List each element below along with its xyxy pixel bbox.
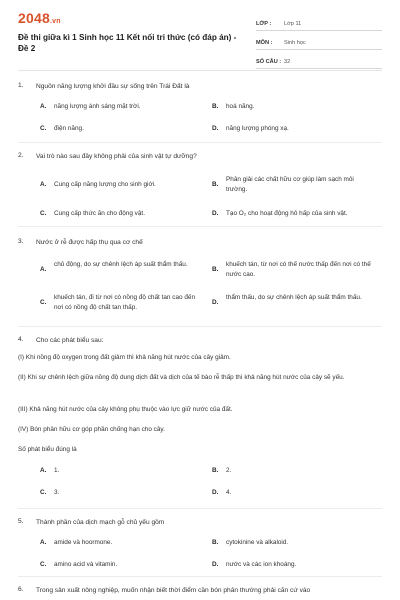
option-text: nước và các ion khoáng. bbox=[226, 561, 297, 568]
meta-value: Lớp 11 bbox=[284, 21, 302, 27]
statement-4: (IV) Bón phân hữu cơ góp phần chống hạn cho cây. bbox=[18, 426, 165, 433]
option-text: 1. bbox=[54, 467, 60, 474]
question-text: Trong sản xuất nông nghiệp, muốn nhận biết thời điểm cần bón phân thường phải căn cứ vào bbox=[36, 587, 311, 594]
option-label: D. bbox=[212, 489, 219, 496]
question-divider bbox=[18, 326, 382, 327]
logo-tld: .vn bbox=[49, 18, 61, 25]
option-label: B. bbox=[212, 181, 219, 188]
site-logo[interactable] bbox=[18, 10, 61, 26]
option-label: B. bbox=[212, 266, 219, 273]
option-label: A. bbox=[40, 266, 47, 273]
option-label: C. bbox=[40, 125, 47, 132]
option-label: A. bbox=[40, 181, 47, 188]
statement-1: (I) Khi nồng độ oxygen trong đất giảm thì khả năng hút nước của cây giảm. bbox=[18, 354, 231, 361]
question-number: 5. bbox=[18, 518, 24, 525]
option-text: Tạo O₂ cho hoạt động hô hấp của sinh vật. bbox=[226, 210, 348, 217]
option-label: D. bbox=[212, 299, 219, 306]
option-label: D. bbox=[212, 210, 219, 217]
option-text: điện năng. bbox=[54, 125, 84, 132]
option-label: C. bbox=[40, 299, 47, 306]
question-divider bbox=[18, 142, 382, 143]
option-text: năng lượng phóng xạ. bbox=[226, 125, 289, 132]
option-label: B. bbox=[212, 103, 219, 110]
meta-key: SỐ CÂU : bbox=[256, 59, 282, 65]
question-number: 3. bbox=[18, 238, 24, 245]
option-label: A. bbox=[40, 539, 47, 546]
question-text: Nguồn năng lượng khởi đầu sự sống trên Trái Đất là bbox=[36, 83, 190, 90]
option-text: 3. bbox=[54, 489, 60, 496]
option-label: D. bbox=[212, 561, 219, 568]
option-text: Cung cấp năng lượng cho sinh giới. bbox=[54, 181, 156, 188]
question-number: 2. bbox=[18, 152, 24, 159]
option-text: 4. bbox=[226, 489, 232, 496]
option-text: khuếch tán, từ nơi có thế nước thấp đến nơi có thế nước cao. bbox=[226, 261, 371, 278]
option-label: C. bbox=[40, 561, 47, 568]
option-label: B. bbox=[212, 467, 219, 474]
option-text: Phân giải các chất hữu cơ giúp làm sạch môi trường. bbox=[226, 176, 354, 193]
statement-2: (II) Khi sự chênh lệch giữa nồng độ dung dịch đất và dịch của tế bào rễ thấp thì khả năng hút nước của cây sẽ yếu. bbox=[18, 374, 345, 381]
option-label: A. bbox=[40, 103, 47, 110]
option-label: C. bbox=[40, 210, 47, 217]
option-text: hoá năng. bbox=[226, 103, 255, 110]
meta-row-subject bbox=[256, 33, 382, 50]
option-text: Cung cấp thức ăn cho động vật. bbox=[54, 210, 145, 217]
document-title: Đề thi giữa kì 1 Sinh học 11 Kết nối tri thức (có đáp án) - Đề 2 bbox=[18, 33, 237, 53]
meta-panel bbox=[256, 14, 382, 71]
option-text: amide và hoormone. bbox=[54, 539, 113, 546]
question-prompt: Số phát biểu đúng là bbox=[18, 446, 77, 453]
question-divider bbox=[18, 576, 382, 577]
option-label: C. bbox=[40, 489, 47, 496]
meta-key: MÔN : bbox=[256, 40, 273, 46]
meta-key: LỚP : bbox=[256, 21, 272, 27]
option-text: thẩm thấu, do sự chênh lệch áp suất thẩm thấu. bbox=[226, 294, 362, 301]
option-label: B. bbox=[212, 539, 219, 546]
option-text: khuếch tán, đi từ nơi có nồng độ chất tan cao đến nơi có nồng độ chất tan thấp. bbox=[54, 294, 195, 311]
question-number: 1. bbox=[18, 82, 24, 89]
option-text: 2. bbox=[226, 467, 232, 474]
option-text: năng lượng ánh sáng mặt trời. bbox=[54, 103, 141, 110]
logo-name: 2048 bbox=[18, 10, 50, 26]
question-text: Cho các phát biểu sau: bbox=[36, 337, 104, 344]
option-text: cytokinine và alkaloid. bbox=[226, 539, 289, 546]
option-text: amino acid và vitamin. bbox=[54, 561, 118, 568]
option-label: A. bbox=[40, 467, 47, 474]
question-number: 6. bbox=[18, 586, 24, 593]
question-divider bbox=[18, 508, 382, 509]
option-label: D. bbox=[212, 125, 219, 132]
meta-row-class bbox=[256, 14, 382, 31]
header-divider bbox=[18, 70, 382, 71]
statement-3: (III) Khả năng hút nước của cây không phụ thuộc vào lực giữ nước của đất. bbox=[18, 406, 233, 413]
meta-value: 32 bbox=[284, 59, 291, 65]
question-text: Thành phần của dịch mạch gỗ chủ yếu gồm bbox=[36, 519, 165, 526]
question-divider bbox=[18, 226, 382, 227]
question-text: Nước ở rễ được hấp thụ qua cơ chế bbox=[36, 239, 143, 246]
meta-value: Sinh học bbox=[284, 40, 306, 46]
meta-row-count bbox=[256, 52, 382, 69]
header bbox=[0, 0, 400, 64]
option-text: chủ động, do sự chênh lệch áp suất thẩm thấu. bbox=[54, 261, 188, 268]
question-number: 4. bbox=[18, 336, 24, 343]
question-text: Vai trò nào sau đây không phải của sinh vật tự dưỡng? bbox=[36, 153, 197, 160]
